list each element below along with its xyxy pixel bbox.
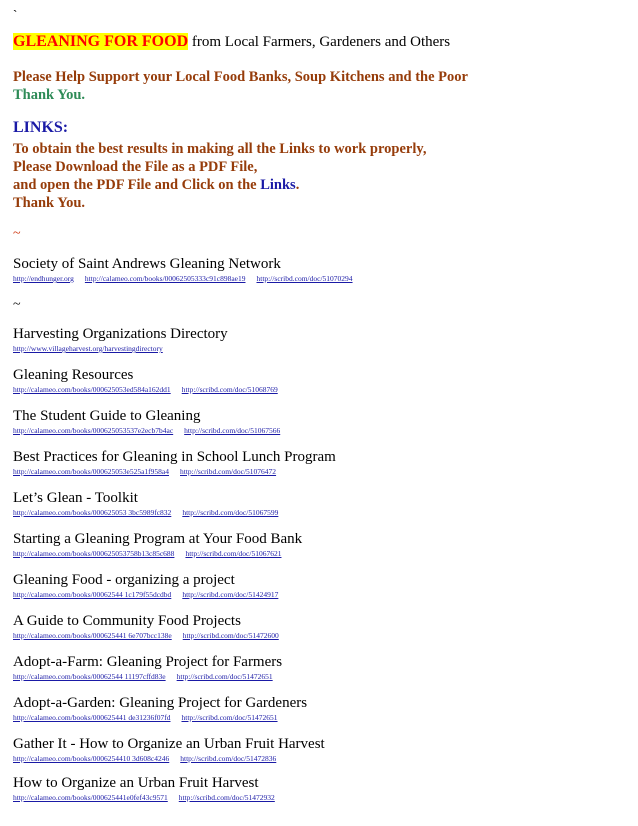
resource-entry	[13, 407, 623, 436]
resource-links	[13, 793, 623, 803]
resource-title: Let’s Glean - Toolkit	[13, 490, 138, 506]
resource-links	[13, 754, 623, 764]
links-word: Links	[260, 177, 296, 193]
resource-links	[13, 344, 623, 354]
resource-entry	[13, 612, 623, 641]
resource-title: Adopt-a-Garden: Gleaning Project for Gardeners	[13, 695, 308, 711]
resource-title: Starting a Gleaning Program at Your Food Bank	[13, 531, 303, 547]
links-instruction-1: To obtain the best results in making all the Links to work properly,	[13, 141, 427, 157]
resource-link[interactable]: http://calameo.com/books/00062544 1c179f55dcdbd	[13, 590, 172, 599]
resource-link[interactable]: http://scribd.com/doc/51076472	[180, 467, 277, 476]
resource-link[interactable]: http://scribd.com/doc/51424917	[182, 590, 279, 599]
resource-entry	[13, 530, 623, 559]
resource-entry	[13, 489, 623, 518]
resource-link[interactable]: http://scribd.com/doc/51067621	[185, 549, 282, 558]
resource-title: How to Organize an Urban Fruit Harvest	[13, 775, 259, 791]
links-heading: LINKS:	[13, 119, 69, 136]
resource-link[interactable]: http://scribd.com/doc/51472932	[178, 793, 275, 802]
resource-link[interactable]: http://scribd.com/doc/51068769	[181, 385, 278, 394]
resource-entry	[13, 571, 623, 600]
separator-tilde: ~	[13, 226, 21, 241]
resource-link[interactable]: http://scribd.com/doc/51067599	[182, 508, 279, 517]
resource-links	[13, 467, 623, 477]
resource-entry	[13, 653, 623, 682]
resource-link[interactable]: http://scribd.com/doc/51472836	[180, 754, 277, 763]
resource-links	[13, 631, 623, 641]
resource-link[interactable]: http://calameo.com/books/00062544 11197cffd83e	[13, 672, 166, 681]
resource-link[interactable]: http://scribd.com/doc/51070294	[256, 274, 353, 283]
resource-title: Gleaning Resources	[13, 367, 134, 383]
resource-title: Gleaning Food - organizing a project	[13, 572, 235, 588]
resource-links	[13, 549, 623, 559]
resource-link[interactable]: http://calameo.com/books/000625053ed584a162dd1	[13, 385, 171, 394]
resource-link[interactable]: http://scribd.com/doc/51067566	[184, 426, 281, 435]
resource-title: Society of Saint Andrews Gleaning Network	[13, 256, 281, 272]
resource-link[interactable]: http://endhunger.org	[13, 274, 74, 283]
support-message: Please Help Support your Local Food Banks, Soup Kitchens and the Poor	[13, 69, 468, 85]
resource-entry	[13, 735, 623, 764]
resource-link[interactable]: http://calameo.com/books/000625053 3bc5989fc832	[13, 508, 172, 517]
resource-links	[13, 672, 623, 682]
resource-link[interactable]: http://scribd.com/doc/51472600	[182, 631, 279, 640]
resource-link[interactable]: http://calameo.com/books/000625053e525a1f958a4	[13, 467, 170, 476]
resource-title: Adopt-a-Farm: Gleaning Project for Farmers	[13, 654, 283, 670]
resource-entry	[13, 325, 623, 354]
resource-title: Harvesting Organizations Directory	[13, 326, 228, 342]
resource-links	[13, 385, 623, 395]
resource-link[interactable]: http://calameo.com/books/000625441 6e707bcc138e	[13, 631, 172, 640]
resource-link[interactable]: http://scribd.com/doc/51472651	[176, 672, 273, 681]
resource-link[interactable]: http://calameo.com/books/00062505333c91c898ae19	[84, 274, 246, 283]
resource-title: Gather It - How to Organize an Urban Fruit Harvest	[13, 736, 325, 752]
resource-link[interactable]: http://calameo.com/books/000625441e0fef43c9571	[13, 793, 168, 802]
resource-link[interactable]: http://calameo.com/books/000625441 de31236f07fd	[13, 713, 171, 722]
links-thanks: Thank You.	[13, 195, 86, 211]
title-highlight: GLEANING FOR FOOD	[13, 33, 189, 50]
resource-entry	[13, 366, 623, 395]
resource-title: A Guide to Community Food Projects	[13, 613, 241, 629]
resource-links	[13, 590, 623, 600]
resource-entry	[13, 774, 623, 803]
resource-link[interactable]: http://scribd.com/doc/51472651	[181, 713, 278, 722]
links-instruction-3	[13, 176, 299, 194]
resource-links	[13, 426, 623, 436]
links-instruction-2: Please Download the File as a PDF File,	[13, 159, 258, 175]
resource-title: Best Practices for Gleaning in School Lunch Program	[13, 449, 336, 465]
resource-links	[13, 713, 623, 723]
resource-entry	[13, 448, 623, 477]
links-instruction-3-prefix: and open the PDF File and Click on the	[13, 177, 261, 193]
resource-title: The Student Guide to Gleaning	[13, 408, 201, 424]
resource-link[interactable]: http://calameo.com/books/0006254410 3d608c4246	[13, 754, 170, 763]
support-thanks: Thank You.	[13, 87, 86, 103]
title-rest: from Local Farmers, Gardeners and Others	[188, 34, 451, 50]
document-title	[13, 33, 450, 51]
links-instruction-3-suffix: .	[295, 177, 300, 193]
resource-links	[13, 508, 623, 518]
resource-links	[13, 274, 623, 284]
resource-entry	[13, 694, 623, 723]
resource-link[interactable]: http://calameo.com/books/000625053537e2ecb7b4ac	[13, 426, 174, 435]
backtick-mark: `	[13, 7, 18, 22]
resource-link[interactable]: http://calameo.com/books/000625053758b13c85c688	[13, 549, 175, 558]
separator-tilde: ~	[13, 297, 21, 312]
resource-entry	[13, 255, 623, 284]
resource-link[interactable]: http://www.villageharvest.org/harvestingdirectory	[13, 344, 163, 353]
